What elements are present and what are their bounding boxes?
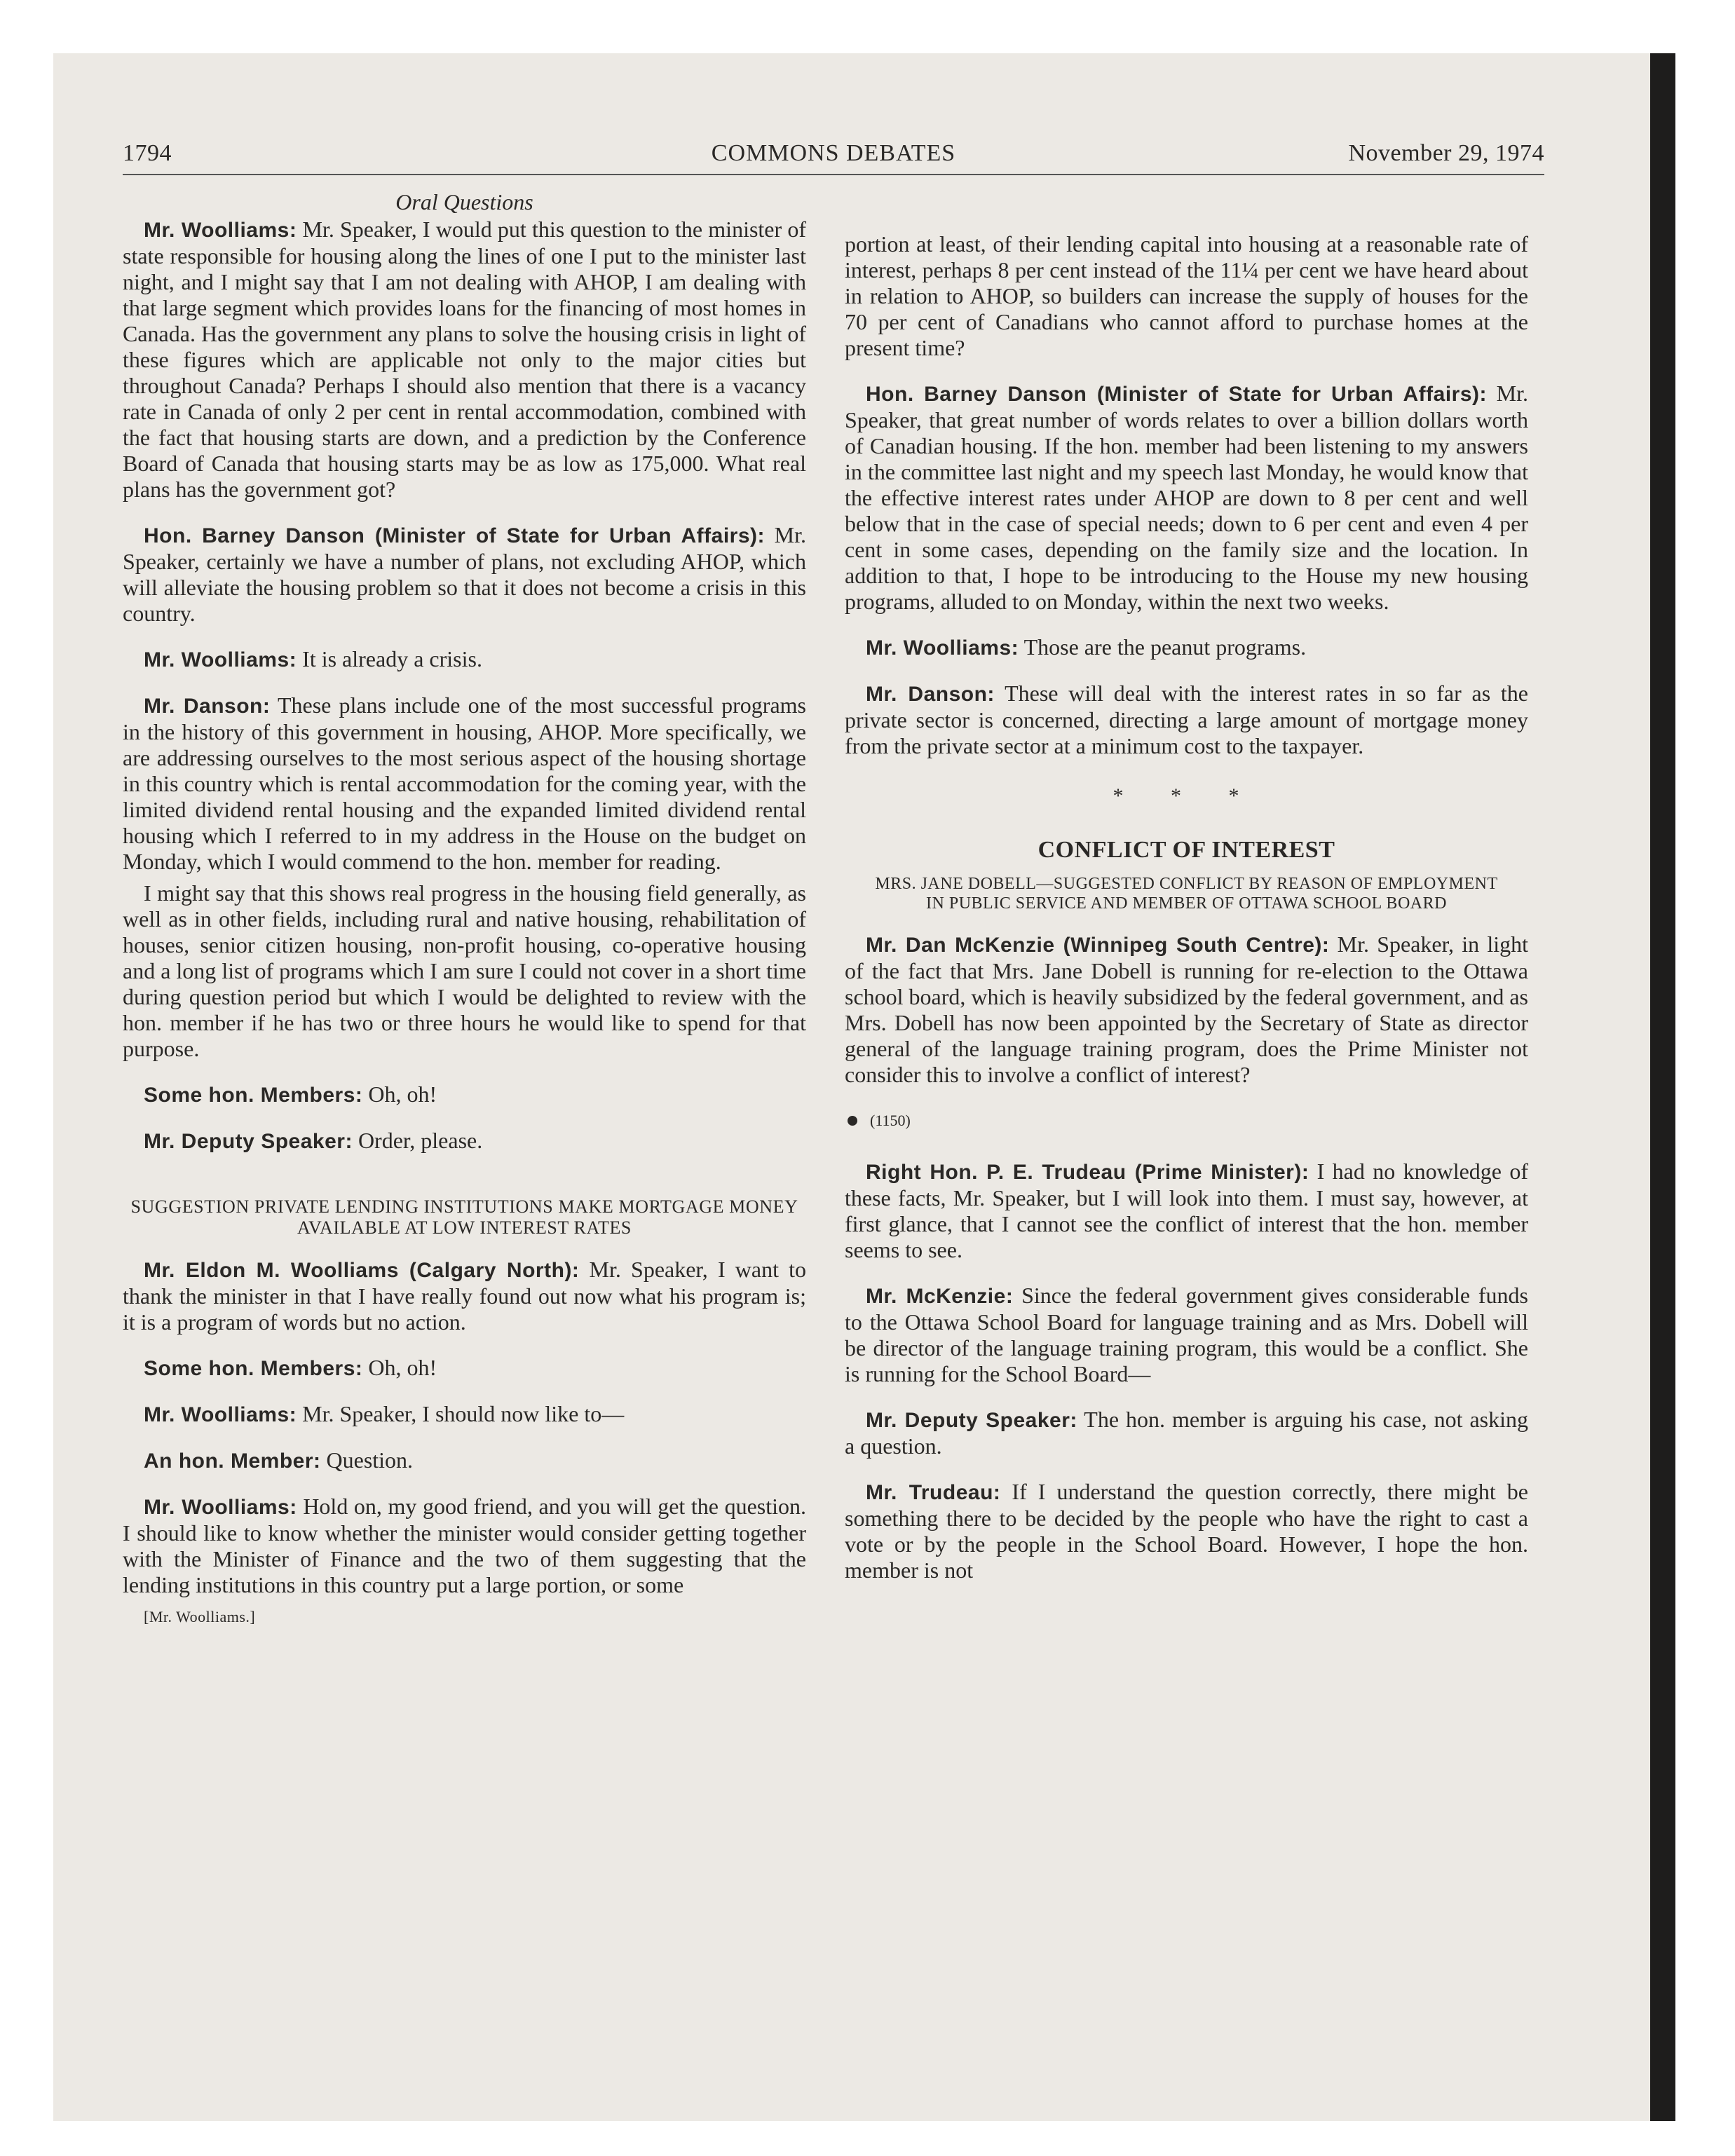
speaker-name: Mr. Dan McKenzie (Winnipeg South Centre): [866,934,1330,957]
speaker-name: Mr. Woolliams: [144,648,297,671]
section-separator: * * * [1113,784,1260,807]
paragraph [845,1479,1528,1583]
paragraph [123,692,806,875]
paragraph [845,932,1528,1088]
left-column [123,189,806,1630]
subheading: SUGGESTION PRIVATE LENDING INSTITUTIONS MAKE MORTGAGE MONEY AVAILABLE AT LOW INTEREST RATES [130,1196,798,1238]
paragraph [845,381,1528,615]
speaker-name: Mr. Danson: [144,695,271,718]
speech-text: Hold on, my good friend, and you will get the question. I should like to know whether the minister would consider getting together with the Minister of Finance and the two of them suggesting that the lending institutions in this country put a large portion, or some [123,1494,806,1597]
publication-title: COMMONS DEBATES [711,140,956,166]
speech-text: Oh, oh! [362,1082,437,1107]
speaker-name: Hon. Barney Danson (Minister of State for Urban Affairs): [866,383,1487,406]
paragraph [123,646,806,673]
speaker-name: Mr. Woolliams: [144,219,297,242]
right-column [845,231,1528,1603]
speech-text: Those are the peanut programs. [1019,634,1307,660]
page-header [123,140,1544,175]
speaker-name: Mr. Deputy Speaker: [144,1130,353,1153]
paragraph [845,1407,1528,1459]
speech-text: Oh, oh! [362,1355,437,1380]
paragraph [123,1128,806,1154]
speech-text: Since the federal government gives considerable funds to the Ottawa School Board for language training and as Mrs. Dobell will be director of the language training program, this would be a conflict. She is running for the School Board— [845,1283,1528,1386]
speech-text: Order, please. [352,1128,483,1153]
paragraph [123,1355,806,1381]
speech-text: Mr. Speaker, that great number of words relates to over a billion dollars worth of Canadian housing. If the hon. member had been listening to my answers in the committee last night and my speech last Monday, he would know that the effective interest rates under AHOP are down to 8 per cent and well below that in the case of special needs; down to 6 per cent and even 4 per cent in some cases, depending on the family size and the location. In addition to that, I hope to be introducing to the House my new housing programs, alluded to on Monday, within the next two weeks. [845,381,1528,614]
timestamp-marker [845,1107,1528,1133]
speaker-name: Some hon. Members: [144,1084,363,1107]
paragraph [845,634,1528,661]
speaker-name: Mr. Eldon M. Woolliams (Calgary North): [144,1259,580,1282]
speech-text: Mr. Speaker, I would put this question to the minister of state responsible for housing along the lines of one I put to the minister last night, and I might say that I am not dealing with AHOP, I am dealing with that large segment which provides loans for the financing of most homes in Canada. Has the government any plans to solve the housing crisis in light of these figures which are applicable not only to the major cities but throughout Canada? Perhaps I should also mention that there is a vacancy rate in Canada of only 2 per cent in rental accommodation, combined with the fact that housing starts are down, and a prediction by the Conference Board of Canada that housing starts may be as low as 175,000. What real plans has the government got? [123,217,806,502]
speaker-name: Mr. Deputy Speaker: [866,1409,1077,1432]
speech-text: These will deal with the interest rates in so far as the private sector is concerned, directing a large amount of mortgage money from the private sector at a minimum cost to the taxpayer. [845,681,1529,758]
speech-text: Mr. Speaker, I should now like to— [297,1401,625,1426]
paragraph [123,1082,806,1108]
speech-text: If I understand the question correctly, there might be something there to be decided by the people who have the right to cast a vote or by the people in the School Board. However, I hope the hon. member is not [845,1479,1529,1583]
scan-edge-shadow [1650,53,1675,2121]
speech-text: Mr. Speaker, in light of the fact that Mrs. Jane Dobell is running for re-election to the Ottawa school board, which is heavily subsidized by the federal government, and as Mrs. Dobell has now been appointed by the Secretary of State as director general of the language training program, does the Prime Minister not consider this to involve a conflict of interest? [845,932,1528,1087]
speech-text: The hon. member is arguing his case, not asking a question. [845,1407,1528,1459]
page-date: November 29, 1974 [1348,140,1544,166]
speaker-name: Mr. Woolliams: [144,1496,297,1519]
speaker-name: An hon. Member: [144,1449,321,1473]
page-number: 1794 [123,140,172,166]
paragraph [845,1283,1528,1387]
paragraph [123,1494,806,1598]
speaker-name: Mr. Woolliams: [866,636,1019,660]
section-label: Oral Questions [395,189,533,214]
speaker-name: Right Hon. P. E. Trudeau (Prime Minister): [866,1161,1309,1184]
speaker-name: Mr. McKenzie: [866,1285,1014,1308]
footnote: [Mr. Woolliams.] [144,1608,256,1625]
section-heading: CONFLICT OF INTEREST [1037,837,1335,863]
speaker-name: Some hon. Members: [144,1357,363,1380]
speaker-name: Mr. Trudeau: [866,1481,1001,1504]
speech-text: These plans include one of the most successful programs in the history of this government in housing, AHOP. More specifically, we are addressing ourselves to the most serious aspect of the housing shortage in this country which is rental accommodation for the coming year, with the limited dividend rental housing and the expanded limited dividend rental housing which I referred to in my address in the House on the budget on Monday, which I would commend to the hon. member for reading. [123,692,807,874]
paragraph [123,1447,806,1474]
timestamp-text: (1150) [870,1112,911,1129]
paragraph [123,217,806,503]
paragraph [123,1401,806,1428]
speech-text: Mr. Speaker, certainly we have a number of plans, not excluding AHOP, which will alleviate the housing problem so that it does not become a crisis in this country. [123,522,806,626]
bullet-icon [848,1116,857,1126]
paragraph: I might say that this shows real progress in the housing field generally, as well as in other fields, including rural and native housing, rehabilitation of houses, senior citizen housing, non-profit housing, co-operative housing and a long list of programs which I am sure I could not cover in a short time during question period but which I would be delighted to review with the hon. member if he has two or three hours he would like to spend for that purpose. [123,880,806,1061]
speech-text: It is already a crisis. [297,646,482,671]
speaker-name: Hon. Barney Danson (Minister of State for Urban Affairs): [144,524,765,547]
speaker-name: Mr. Woolliams: [144,1403,297,1426]
subheading: MRS. JANE DOBELL—SUGGESTED CONFLICT BY REASON OF EMPLOYMENT IN PUBLIC SERVICE AND MEMBER OF OTTAWA SCHOOL BOARD [875,875,1498,913]
speech-text: I had no knowledge of these facts, Mr. Speaker, but I will look into them. I must say, however, at first glance, that I cannot see the conflict of interest that the hon. member seems to see. [845,1159,1529,1262]
speech-text: Question. [320,1447,414,1473]
speech-text: Mr. Speaker, I want to thank the minister in that I have really found out now what his program is; it is a program of words but no action. [123,1257,807,1335]
paragraph [123,1257,806,1335]
paragraph: portion at least, of their lending capital into housing at a reasonable rate of interest, perhaps 8 per cent instead of the 11¼ per cent we have heard about in relation to AHOP, so builders can increase the supply of houses for the 70 per cent of Canadians who cannot afford to purchase homes at the present time? [845,231,1528,360]
paragraph [123,522,806,627]
paragraph [845,681,1528,759]
paragraph [845,1159,1528,1263]
speaker-name: Mr. Danson: [866,683,995,706]
